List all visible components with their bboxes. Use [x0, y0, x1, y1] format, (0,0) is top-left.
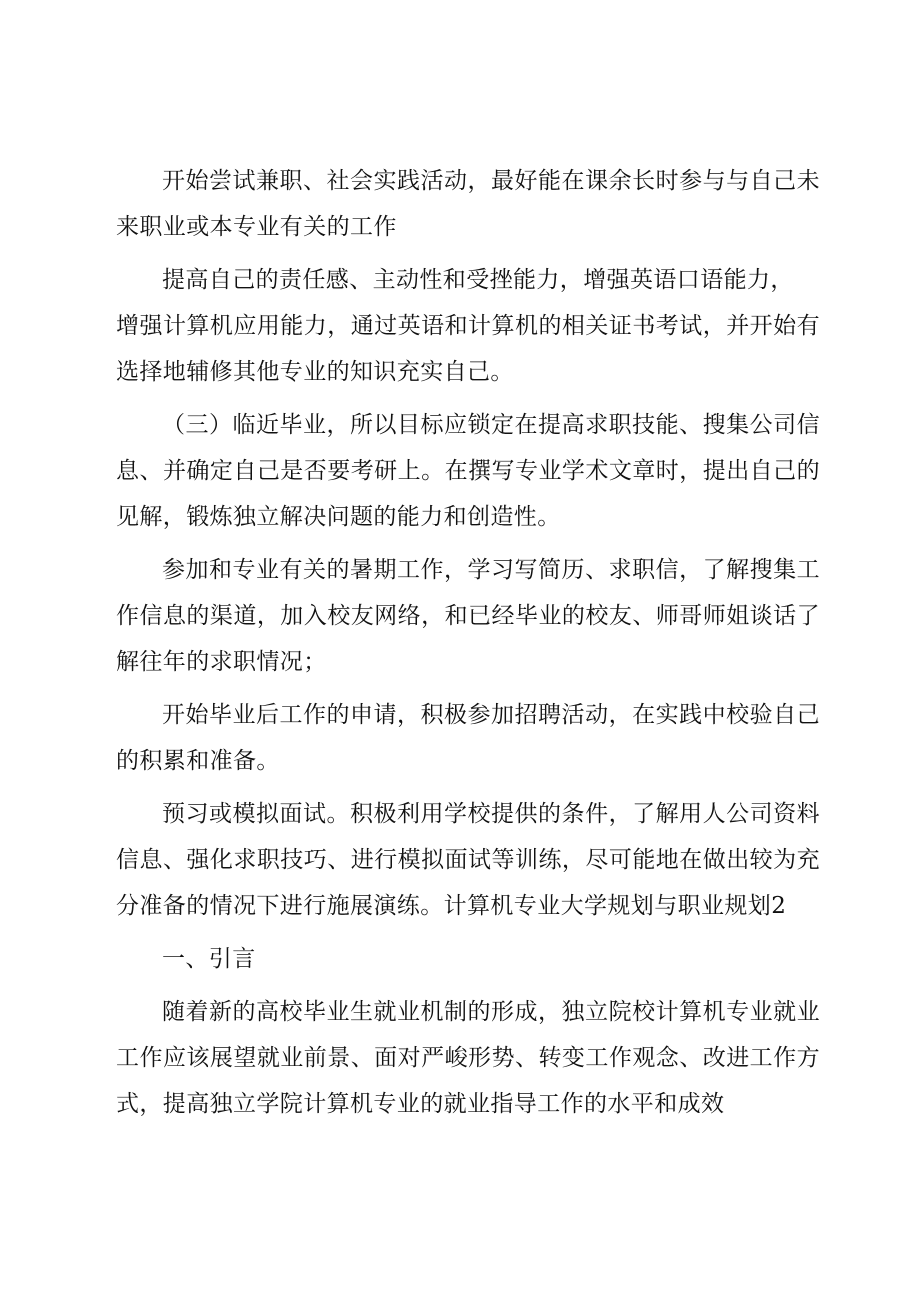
paragraph-responsibility: 提高自己的责任感、主动性和受挫能力，增强英语口语能力， [162, 267, 794, 293]
section-heading-introduction: 一、引言 [162, 946, 256, 972]
paragraph-summer-work: 参加和专业有关的暑期工作，学习写简历、求职信，了解搜集工作信息的渠道，加入校友网络，和已经毕业的校友、师哥师姐谈话了解往年的求职情况； [116, 557, 820, 675]
paragraph-part-time-practice: 开始尝试兼职、社会实践活动，最好能在课余长时参与与自己未来职业或本专业有关的工作 [116, 168, 820, 240]
paragraph-graduation-goals: （三）临近毕业，所以目标应锁定在提高求职技能、搜集公司信息、并确定自己是否要考研上。在撰写专业学术文章时，提出自己的见解，锻炼独立解决问题的能力和创造性。 [116, 412, 820, 530]
paragraph-employment-mechanism: 随着新的高校毕业生就业机制的形成，独立院校计算机专业就业工作应该展望就业前景、面对严峻形势、转变工作观念、改进工作方式，提高独立学院计算机专业的就业指导工作的水平和成效 [116, 999, 820, 1117]
paragraph-mock-interview: 预习或模拟面试。积极利用学校提供的条件，了解用人公司资料信息、强化求职技巧、进行模拟面试等训练，尽可能地在做出较为充分准备的情况下进行施展演练。计算机专业大学规划与职业规划2 [116, 801, 820, 919]
document-body [116, 158, 820, 1134]
paragraph-job-application: 开始毕业后工作的申请，积极参加招聘活动，在实践中校验自己的积累和准备。 [116, 702, 820, 774]
paragraph-computer-skills: 增强计算机应用能力，通过英语和计算机的相关证书考试，并开始有选择地辅修其他专业的知识充实自己。 [116, 313, 820, 385]
